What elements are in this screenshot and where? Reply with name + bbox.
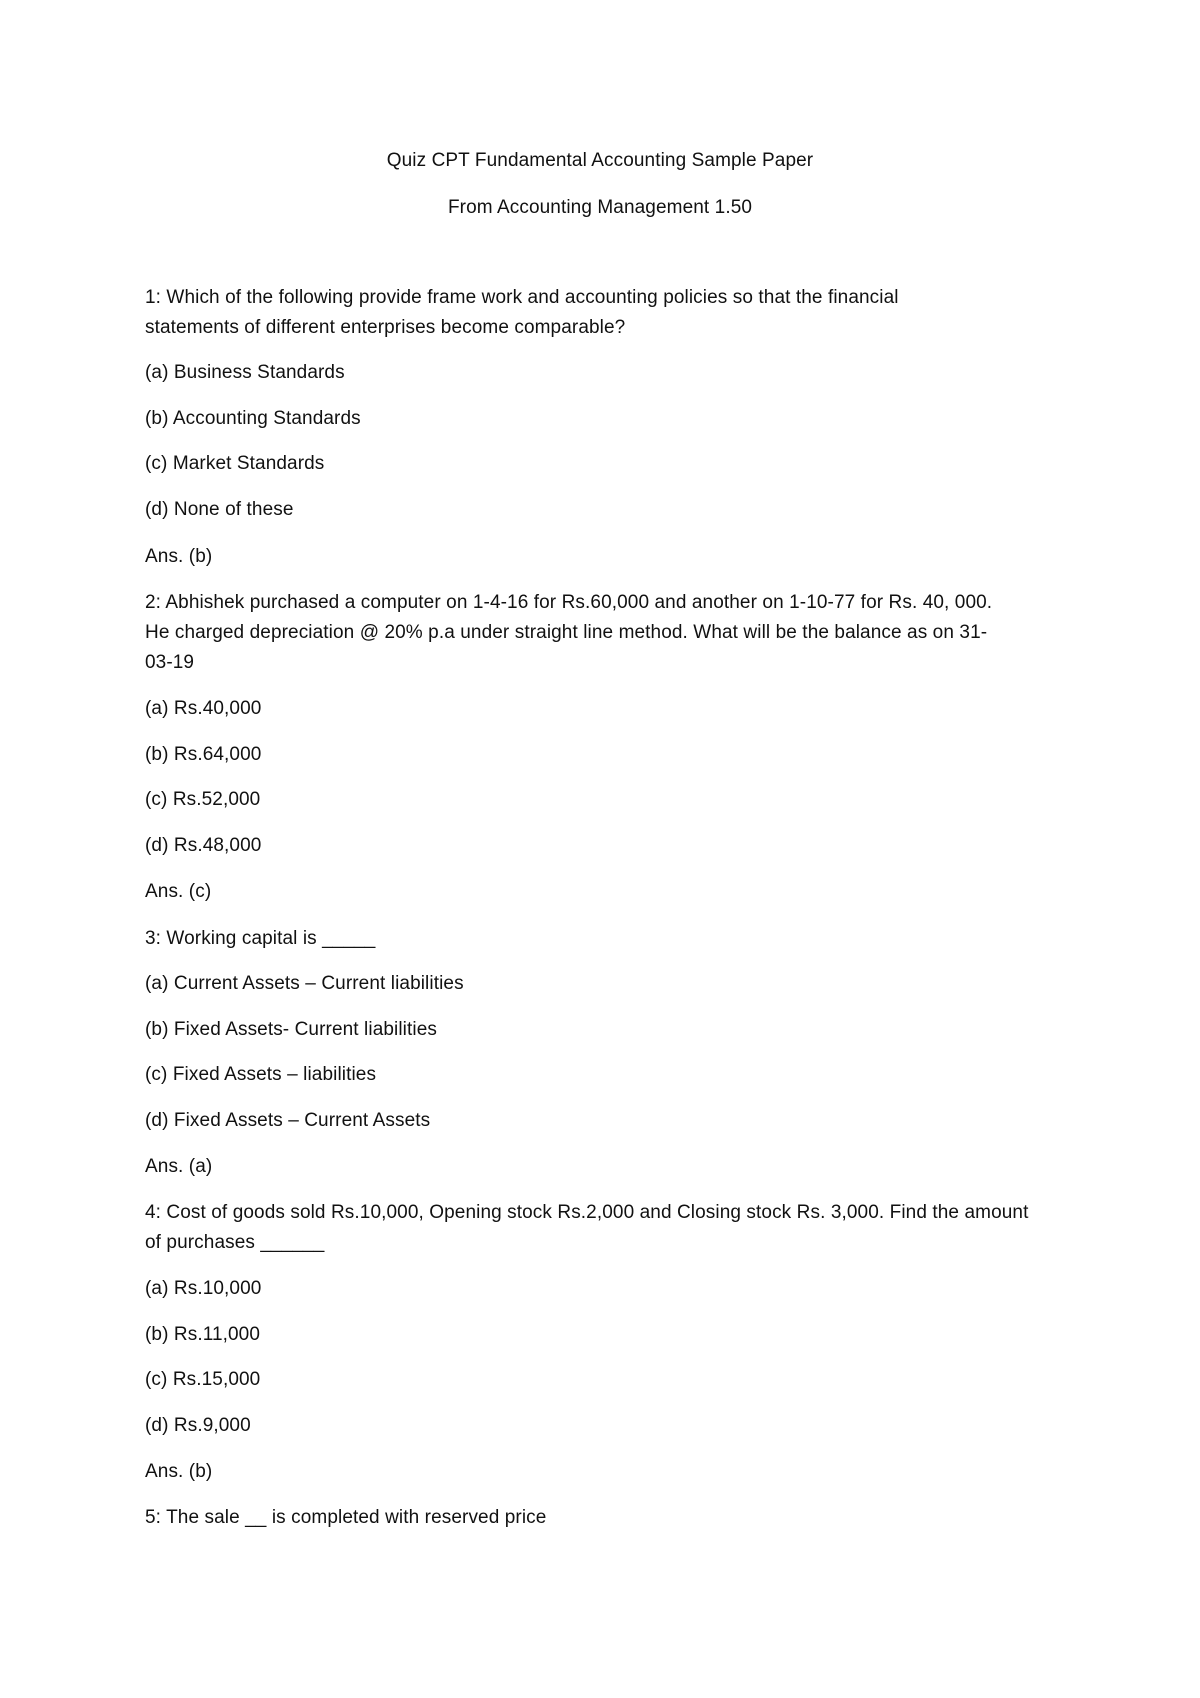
question-5-text: 5: The sale __ is completed with reserved price — [145, 1507, 547, 1528]
question-4-text-line-1: 4: Cost of goods sold Rs.10,000, Opening stock Rs.2,000 and Closing stock Rs. 3,000. Find the amount — [145, 1202, 1029, 1223]
document-title: Quiz CPT Fundamental Accounting Sample Paper — [386, 150, 814, 171]
question-3-option-d: (d) Fixed Assets – Current Assets — [145, 1110, 431, 1131]
question-1-option-a: (a) Business Standards — [145, 362, 345, 383]
question-3-answer: Ans. (a) — [145, 1156, 213, 1177]
question-2-option-c: (c) Rs.52,000 — [145, 789, 261, 810]
question-4-option-a: (a) Rs.10,000 — [145, 1278, 262, 1299]
question-2-option-d: (d) Rs.48,000 — [145, 835, 262, 856]
question-1-option-b: (b) Accounting Standards — [145, 408, 361, 429]
question-2-answer: Ans. (c) — [145, 881, 212, 902]
question-2-option-b: (b) Rs.64,000 — [145, 744, 262, 765]
question-2-text-line-3: 03-19 — [145, 652, 195, 673]
question-4-answer: Ans. (b) — [145, 1461, 213, 1482]
question-1-option-d: (d) None of these — [145, 499, 294, 520]
question-3-option-b: (b) Fixed Assets- Current liabilities — [145, 1019, 437, 1040]
question-1-text-line-2: statements of different enterprises become comparable? — [145, 317, 626, 338]
question-4-text-line-2: of purchases ______ — [145, 1232, 325, 1253]
document-subtitle: From Accounting Management 1.50 — [447, 197, 753, 218]
question-3-option-a: (a) Current Assets – Current liabilities — [145, 973, 464, 994]
question-2-option-a: (a) Rs.40,000 — [145, 698, 262, 719]
question-3-text: 3: Working capital is _____ — [145, 928, 376, 949]
question-4-option-b: (b) Rs.11,000 — [145, 1324, 261, 1345]
question-3-option-c: (c) Fixed Assets – liabilities — [145, 1064, 377, 1085]
question-2-text-line-1: 2: Abhishek purchased a computer on 1-4-16 for Rs.60,000 and another on 1-10-77 for Rs. 40, 000. — [145, 592, 993, 613]
question-4-option-d: (d) Rs.9,000 — [145, 1415, 251, 1436]
question-1-answer: Ans. (b) — [145, 546, 213, 567]
question-1-text-line-1: 1: Which of the following provide frame work and accounting policies so that the financial — [145, 287, 899, 308]
question-2-text-line-2: He charged depreciation @ 20% p.a under straight line method. What will be the balance as on 31- — [145, 622, 988, 643]
question-4-option-c: (c) Rs.15,000 — [145, 1369, 261, 1390]
question-1-option-c: (c) Market Standards — [145, 453, 325, 474]
